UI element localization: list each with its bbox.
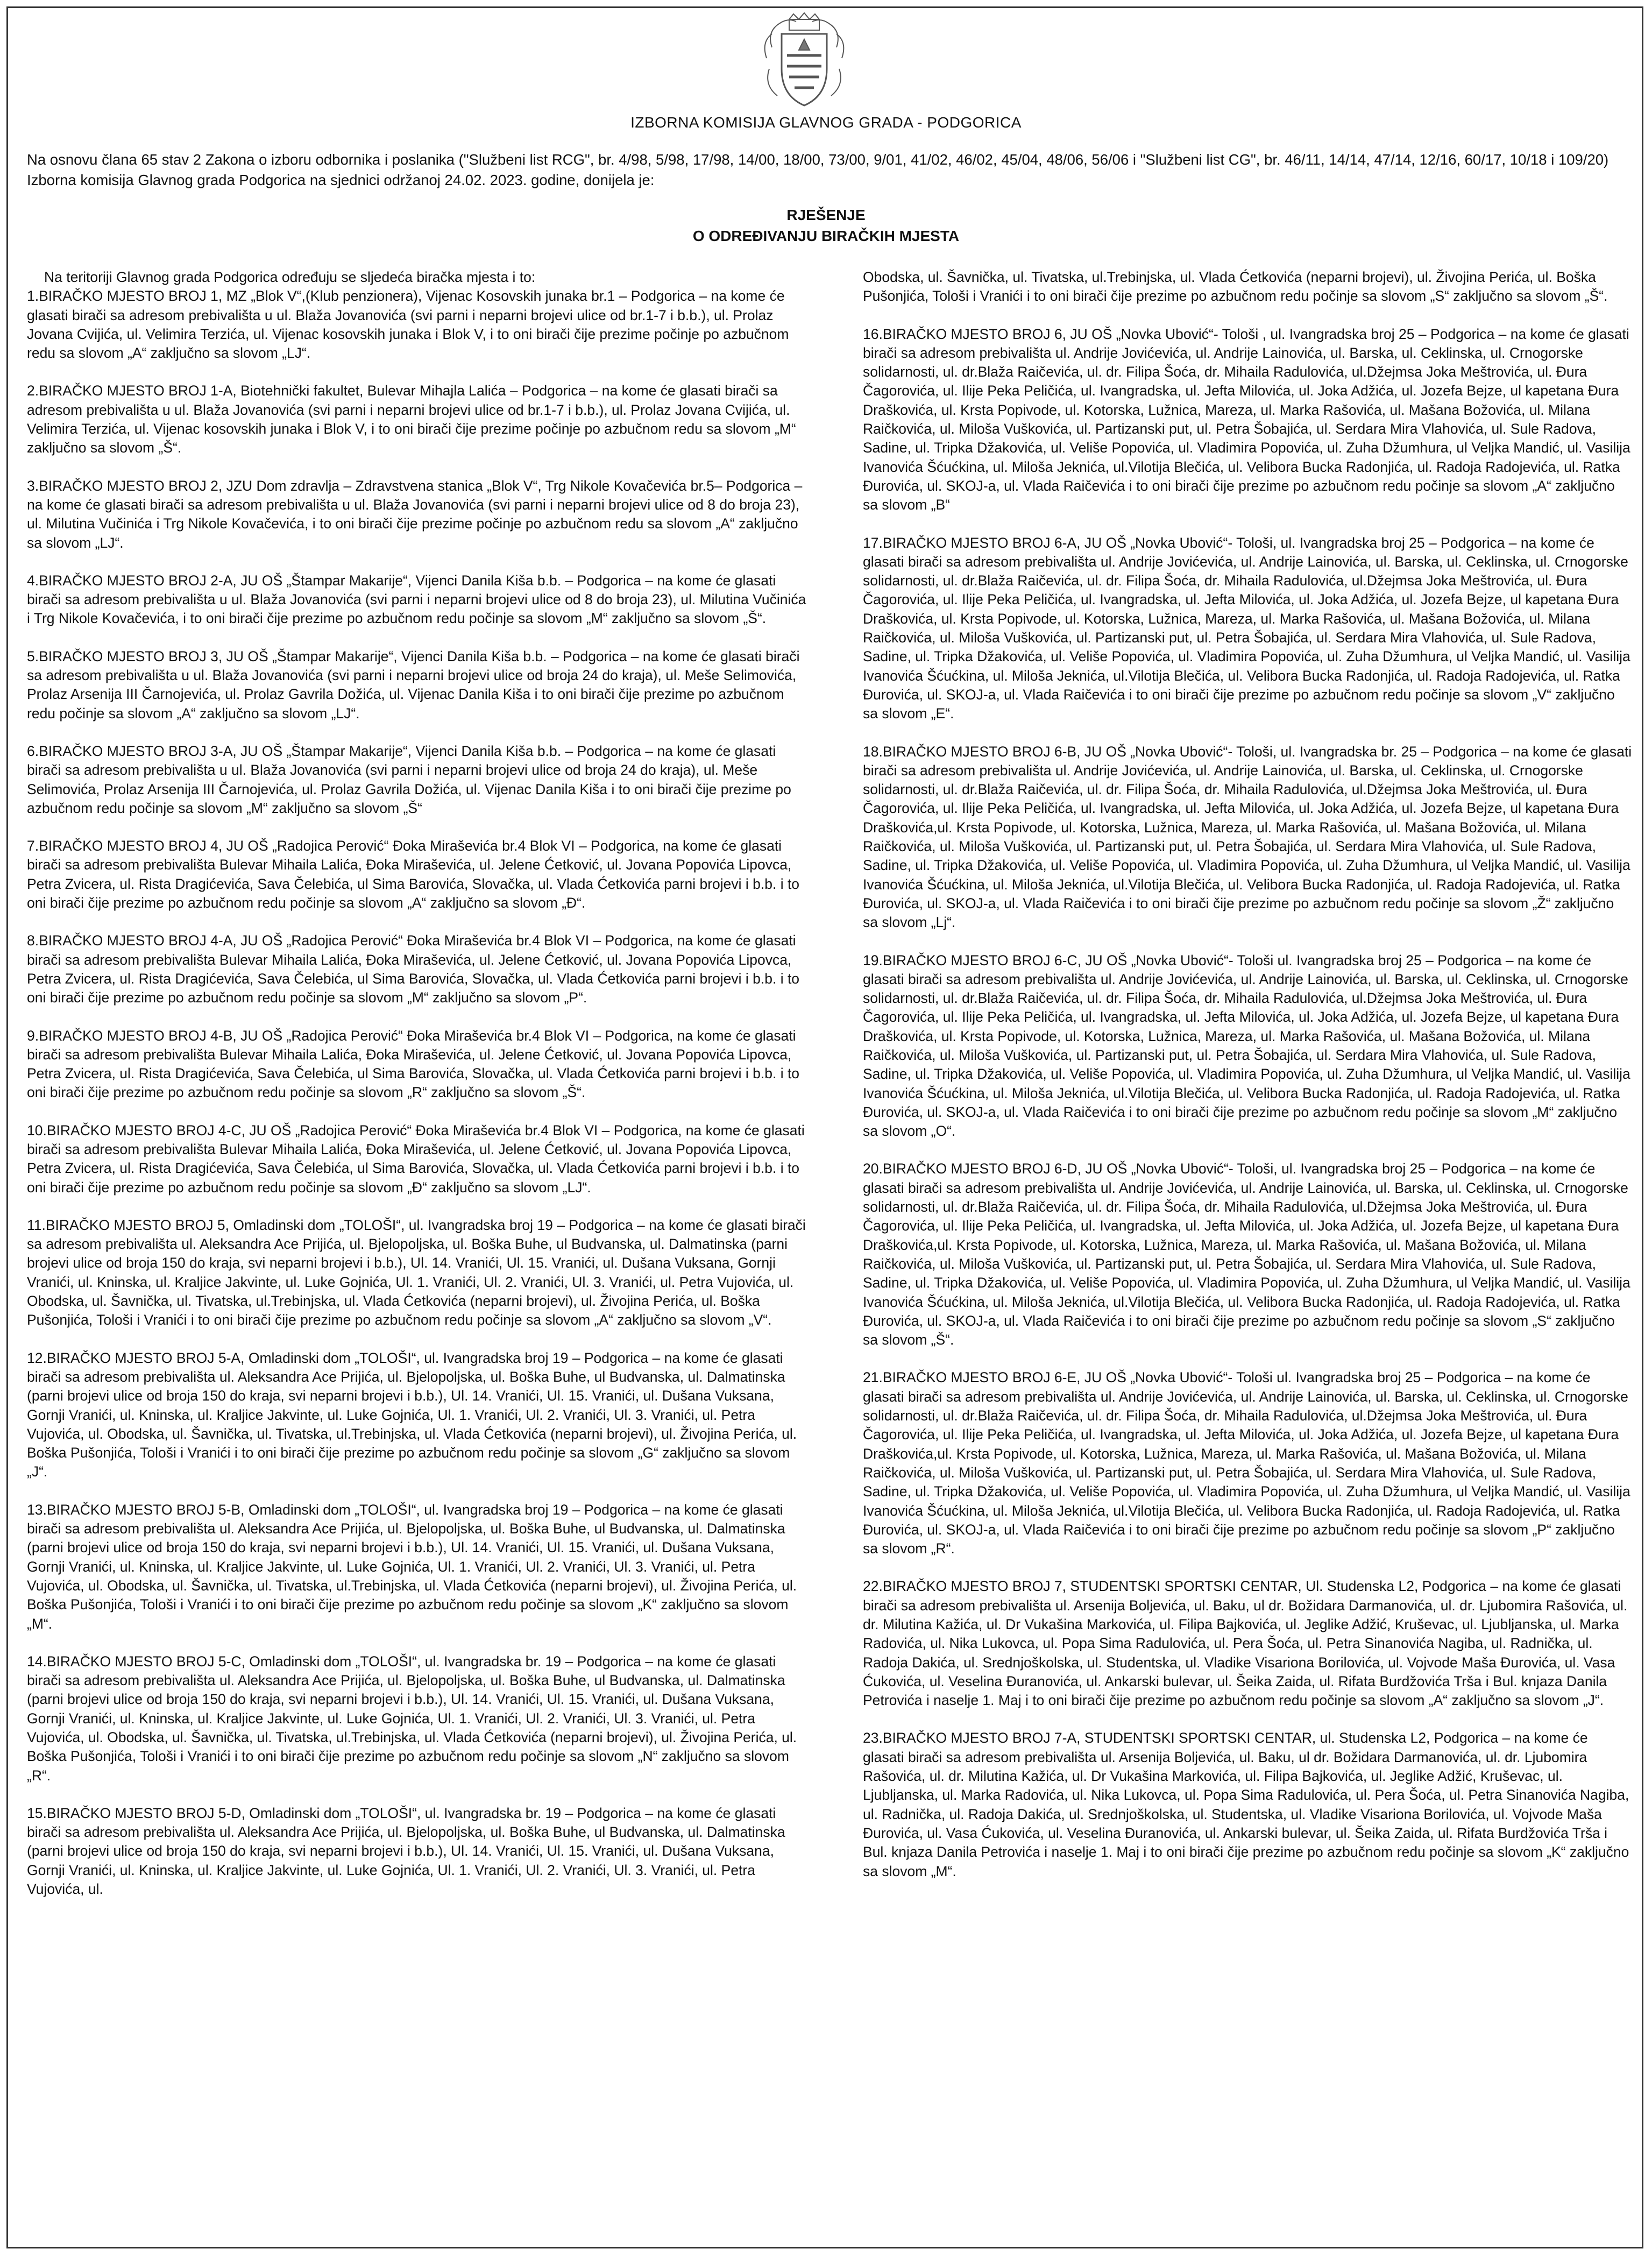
polling-station-entry: 14.BIRAČKO MJESTO BROJ 5-C, Omladinski dom „TOLOŠI“, ul. Ivangradska br. 19 – Podgorica – na kome će glasati birači sa adresom prebivališta ul. Aleksandra Ace Prijića, ul. Bjelopoljska, ul. Boška Buhe, ul Budvanska, ul. Dalmatinska (parni brojevi ulice od broja 150 do kraja, svi neparni brojevi i b.b.), Ul. 14. Vranići, Ul. 15. Vranići, ul. Dušana Vuksana, Gornji Vranići, ul. Kninska, ul. Kraljice Jakvinte, ul. Luke Gojnića, Ul. 1. Vranići, Ul. 2. Vranići, Ul. 3. Vranići, ul. Petra Vujovića, ul. Obodska, ul. Šavnička, ul. Tivatska, ul.Trebinjska, ul. Vlada Ćetkovića (neparni brojevi), ul. Živojina Perića, ul. Boška Pušonjića, Tološi i Vranići i to oni birači čije prezime po azbučnom redu počinje sa slovom „N“ zaključno sa slovom „R“. <box>27 1653 797 1784</box>
polling-station-entry: 11.BIRAČKO MJESTO BROJ 5, Omladinski dom „TOLOŠI“, ul. Ivangradska broj 19 – Podgorica – na kome će glasati birači sa adresom prebivališta ul. Aleksandra Ace Prijića, ul. Bjelopoljska, ul. Boška Buhe, ul Budvanska, ul. Dalmatinska (parni brojevi ulice od broja 150 do kraja, svi neparni brojevi i b.b.), Ul. 14. Vranići, Ul. 15. Vranići, ul. Dušana Vuksana, Gornji Vranići, ul. Kninska, ul. Kraljice Jakvinte, ul. Luke Gojnića, Ul. 1. Vranići, Ul. 2. Vranići, Ul. 3. Vranići, ul. Petra Vujovića, ul. Obodska, ul. Šavnička, ul. Tivatska, ul.Trebinjska, ul. Vlada Ćetkovića (neparni brojevi), ul. Živojina Perića, ul. Boška Pušonjića, Tološi i Vranići i to oni birači čije prezime po azbučnom redu počinje sa slovom „A“ zaključno sa slovom „V“. <box>27 1217 806 1328</box>
polling-station-entry: 4.BIRAČKO MJESTO BROJ 2-A, JU OŠ „Štampar Makarije“, Vijenci Danila Kiša b.b. – Podgorica – na kome će glasati birači sa adresom prebivališta u ul. Blaža Jovanovića (svi parni i neparni brojevi ulice od 8 do broja 23), ul. Milutina Vučinića i Trg Nikole Kovačevića, i to oni birači čije prezime po azbučnom redu počinje sa slovom „M“ zaključno sa slovom „Š“. <box>27 572 806 627</box>
intro-paragraph: Na teritoriji Glavnog grada Podgorica određuju se sljedeća biračka mjesta i to: <box>44 269 536 285</box>
continuation-paragraph: Obodska, ul. Šavnička, ul. Tivatska, ul.Trebinjska, ul. Vlada Ćetkovića (neparni brojevi), ul. Živojina Perića, ul. Boška Pušonjića, Tološi i Vranići i to oni birači čije prezime po azbučnom redu počinje sa slovom „S“ zaključno sa slovom „Š“. <box>863 269 1608 305</box>
polling-station-entry: 8.BIRAČKO MJESTO BROJ 4-A, JU OŠ „Radojica Perović“ Đoka Miraševića br.4 Blok VI – Podgorica, na kome će glasati birači sa adresom prebivališta Bulevar Mihaila Lalića, Đoka Miraševića, ul. Jelene Ćetković, ul. Jovana Popovića Lipovca, Petra Zvicera, ul. Rista Dragićevića, Sava Čelebića, ul Sima Barovića, Slovačka, ul. Vlada Ćetkovića parni brojevi i b.b. i to oni birači čije prezime po azbučnom redu počinje sa slovom „M“ zaključno sa slovom „P“. <box>27 932 800 1006</box>
polling-station-entry: 17.BIRAČKO MJESTO BROJ 6-A, JU OŠ „Novka Ubović“- Tološi, ul. Ivangradska broj 25 – Podgorica – na kome će glasati birači sa adresom prebivališta ul. Andrije Jovićevića, ul. Andrije Lainovića, ul. Barska, ul. Ceklinska, ul. Crnogorske solidarnosti, ul. dr.Blaža Raičevića, ul. dr. Filipa Šoća, dr. Mihaila Radulovića, ul.Džejmsa Joka Meštrovića, ul. Đura Čagorovića, ul. Ilije Peka Peličića, ul. Ivangradska, ul. Jefta Milovića, ul. Joka Adžića, ul. Jozefa Bejze, ul kapetana Đura Draškovića, ul. Krsta Popivode, ul. Kotorska, Lužnica, Mareza, ul. Marka Rašovića, ul. Mašana Božovića, ul. Milana Raičkovića, ul. Miloša Vuškovića, ul. Partizanski put, ul. Petra Šobajića, ul. Serdara Mira Vlahovića, ul. Sule Radova, Sadine, ul. Tripka Džakovića, ul. Veliše Popovića, ul. Vladimira Popovića, ul. Zuha Džumhura, ul Veljka Mandić, ul. Vasilija Ivanovića Šćućkina, ul. Miloša Jeknića, ul.Vilotija Blečića, ul. Velibora Bucka Radonjića, ul. Radoja Radojevića, ul. Ratka Đurovića, ul. SKOJ-a, ul. Vlada Raičevića i to oni birači čije prezime po azbučnom redu počinje sa slovom „V“ zaključno sa slovom „E“. <box>863 534 1630 722</box>
polling-station-entry: 19.BIRAČKO MJESTO BROJ 6-C, JU OŠ „Novka Ubović“- Tološi ul. Ivangradska broj 25 – Podgorica – na kome će glasati birači sa adresom prebivališta ul. Andrije Jovićevića, ul. Andrije Lainovića, ul. Barska, ul. Ceklinska, ul. Crnogorske solidarnosti, ul. dr.Blaža Raičevića, ul. dr. Filipa Šoća, dr. Mihaila Radulovića, ul.Džejmsa Joka Meštrovića, ul. Đura Čagorovića, ul. Ilije Peka Peličića, ul. Ivangradska, ul. Jefta Milovića, ul. Joka Adžića, ul. Jozefa Bejze, ul kapetana Đura Draškovića, ul. Krsta Popivode, ul. Kotorska, Lužnica, Mareza, ul. Marka Rašovića, ul. Mašana Božovića, ul. Milana Raičkovića, ul. Miloša Vuškovića, ul. Partizanski put, ul. Petra Šobajića, ul. Serdara Mira Vlahovića, ul. Sule Radova, Sadine, ul. Tripka Džakovića, ul. Veliše Popovića, ul. Vladimira Popovića, ul. Zuha Džumhura, ul Veljka Mandić, ul. Vasilija Ivanovića Šćućkina, ul. Miloša Jeknića, ul.Vilotija Blečića, ul. Velibora Bucka Radonjića, ul. Radoja Radojevića, ul. Ratka Đurovića, ul. SKOJ-a, ul. Vlada Raičevića i to oni birači čije prezime po azbučnom redu počinje sa slovom „M“ zaključno sa slovom „O“. <box>863 952 1630 1140</box>
polling-station-entry: 13.BIRAČKO MJESTO BROJ 5-B, Omladinski dom „TOLOŠI“, ul. Ivangradska broj 19 – Podgorica – na kome će glasati birači sa adresom prebivališta ul. Aleksandra Ace Prijića, ul. Bjelopoljska, ul. Boška Buhe, ul Budvanska, ul. Dalmatinska (parni brojevi ulice od broja 150 do kraja, svi neparni brojevi i b.b.), Ul. 14. Vranići, Ul. 15. Vranići, ul. Dušana Vuksana, Gornji Vranići, ul. Kninska, ul. Kraljice Jakvinte, ul. Luke Gojnića, Ul. 1. Vranići, Ul. 2. Vranići, Ul. 3. Vranići, ul. Petra Vujovića, ul. Obodska, ul. Šavnička, ul. Tivatska, ul.Trebinjska, ul. Vlada Ćetkovića (neparni brojevi), ul. Živojina Perića, ul. Boška Pušonjića, Tološi i Vranići i to oni birači čije prezime po azbučnom redu počinje sa slovom „K“ zaključno sa slovom „M“. <box>27 1501 797 1632</box>
polling-station-entry: 6.BIRAČKO MJESTO BROJ 3-A, JU OŠ „Štampar Makarije“, Vijenci Danila Kiša b.b. – Podgorica – na kome će glasati birači sa adresom prebivališta u ul. Blaža Jovanovića (svi parni i neparni brojevi ulice od broja 24 do kraja), ul. Meše Selimovića, Prolaz Arsenija III Čarnojevića, ul. Prolaz Gavrila Dožića, ul. Vijenac Danila Kiša i to oni birači čije prezime po azbučnom redu počinje sa slovom „M“ zaključno sa slovom „Š“ <box>27 742 791 816</box>
right-column <box>863 268 1632 1900</box>
polling-station-entry: 15.BIRAČKO MJESTO BROJ 5-D, Omladinski dom „TOLOŠI“, ul. Ivangradska br. 19 – Podgorica – na kome će glasati birači sa adresom prebivališta ul. Aleksandra Ace Prijića, ul. Bjelopoljska, ul. Boška Buhe, ul Budvanska, ul. Dalmatinska (parni brojevi ulice od broja 150 do kraja, svi neparni brojevi i b.b.), Ul. 14. Vranići, Ul. 15. Vranići, ul. Dušana Vuksana, Gornji Vranići, ul. Kninska, ul. Kraljice Jakvinte, ul. Luke Gojnića, Ul. 1. Vranići, Ul. 2. Vranići, Ul. 3. Vranići, ul. Petra Vujovića, ul. <box>27 1805 785 1898</box>
polling-station-entry: 10.BIRAČKO MJESTO BROJ 4-C, JU OŠ „Radojica Perović“ Đoka Miraševića br.4 Blok VI – Podgorica, na kome će glasati birači sa adresom prebivališta Bulevar Mihaila Lalića, Đoka Miraševića, ul. Jelene Ćetković, ul. Jovana Popovića Lipovca, Petra Zvicera, ul. Rista Dragićevića, Sava Čelebića, ul Sima Barovića, Slovačka, ul. Vlada Ćetkovića parni brojevi i b.b. i to oni birači čije prezime po azbučnom redu počinje sa slovom „Đ“ zaključno sa slovom „LJ“. <box>27 1122 805 1196</box>
polling-station-entry: 16.BIRAČKO MJESTO BROJ 6, JU OŠ „Novka Ubović“- Tološi , ul. Ivangradska broj 25 – Podgorica – na kome će glasati birači sa adresom prebivališta ul. Andrije Jovićevića, ul. Andrije Lainovića, ul. Barska, ul. Ceklinska, ul. Crnogorske solidarnosti, ul. dr.Blaža Raičevića, ul. dr. Filipa Šoća, dr. Mihaila Radulovića, ul.Džejmsa Joka Meštrovića, ul. Đura Čagorovića, ul. Ilije Peka Peličića, ul. Ivangradska, ul. Jefta Milovića, ul. Joka Adžića, ul. Jozefa Bejze, ul kapetana Đura Draškovića, ul. Krsta Popivode, ul. Kotorska, Lužnica, Mareza, ul. Marka Rašovića, ul. Mašana Božovića, ul. Milana Raičkovića, ul. Miloša Vuškovića, ul. Partizanski put, ul. Petra Šobajića, ul. Serdara Mira Vlahovića, ul. Sule Radova, Sadine, ul. Tripka Džakovića, ul. Veliše Popovića, ul. Vladimira Popovića, ul. Zuha Džumhura, ul Veljka Mandić, ul. Vasilija Ivanovića Šćućkina, ul. Miloša Jeknića, ul.Vilotija Blečića, ul. Velibora Bucka Radonjića, ul. Radoja Radojevića, ul. Ratka Đurovića, ul. SKOJ-a, ul. Vlada Raičevića i to oni birači čije prezime po azbučnom redu počinje sa slovom „A“ zaključno sa slovom „B“ <box>863 326 1630 513</box>
coat-of-arms-icon <box>756 10 853 112</box>
preamble-text: Na osnovu člana 65 stav 2 Zakona o izboru odbornika i poslanika ("Službeni list RCG", br. 4/98, 5/98, 17/98, 14/00, 18/00, 73/00, 9/01, 41/02, 46/02, 45/04, 48/06, 56/06 i "Službeni list CG", br. 46/11, 14/14, 47/14, 12/16, 60/17, 10/18 i 109/20) Izborna komisija Glavnog grada Podgorica na sjednici održanoj 24.02. 2023. godine, donijela je: <box>27 151 1609 188</box>
polling-station-entry: 9.BIRAČKO MJESTO BROJ 4-B, JU OŠ „Radojica Perović“ Đoka Miraševića br.4 Blok VI – Podgorica, na kome će glasati birači sa adresom prebivališta Bulevar Mihaila Lalića, Đoka Miraševića, ul. Jelene Ćetković, ul. Jovana Popovića Lipovca, Petra Zvicera, ul. Rista Dragićevića, Sava Čelebića, ul Sima Barovića, Slovačka, ul. Vlada Ćetkovića parni brojevi i b.b. i to oni birači čije prezime po azbučnom redu počinje sa slovom „R“ zaključno sa slovom „Š“. <box>27 1027 800 1101</box>
polling-station-entry: 22.BIRAČKO MJESTO BROJ 7, STUDENTSKI SPORTSKI CENTAR, Ul. Studenska L2, Podgorica – na kome će glasati birači sa adresom prebivališta ul. Arsenija Boljevića, ul. Baku, ul dr. Božidara Darmanovića, ul. dr. Ljubomira Rašovića, ul. dr. Milutina Kažića, ul. Dr Vukašina Markovića, ul. Filipa Bajkovića, ul. Jeglike Adžić, Kruševac, ul. Ljubljanska, ul. Marka Radovića, ul. Nika Lukovca, ul. Popa Sima Radulovića, ul. Pera Šoća, ul. Petra Sinanovića Nagiba, ul. Radnička, ul. Radoja Dakića, ul. Srednjoškolska, ul. Studentska, ul. Vladike Visariona Borilovića, ul. Vojvode Maša Đurovića, ul. Vasa Ćukovića, ul. Veselina Đuranovića, ul. Ankarski bulevar, ul. Šeika Zaida, ul. Rifata Burdžovića Trša i Bul. knjaza Danila Petrovića i naselje 1. Maj i to oni birači čije prezime po azbučnom redu počinje sa slovom „A“ zaključno sa slovom „J“. <box>863 1578 1628 1709</box>
title-line-1: RJEŠENJE <box>786 207 866 223</box>
polling-station-entry: 2.BIRAČKO MJESTO BROJ 1-A, Biotehnički fakultet, Bulevar Mihajla Lalića – Podgorica – na kome će glasati birači sa adresom prebivališta u ul. Blaža Jovanovića (svi parni i neparni brojevi ulice od br.1-7 i b.b.), ul. Prolaz Jovana Cvijića, ul. Velimira Terzića, ul. Vijenac kosovskih junaka i Blok V, i to oni birači čije prezime počinje po azbučnom redu sa slovom „M“ zaključno sa slovom „Š“. <box>27 383 796 456</box>
left-column <box>27 268 810 1918</box>
polling-station-entry: 1.BIRAČKO MJESTO BROJ 1, MZ „Blok V“,(Klub penzionera), Vijenac Kosovskih junaka br.1 – Podgorica – na kome će glasati birači sa adresom prebivališta u ul. Blaža Jovanovića (svi parni i neparni brojevi ulice od br.1-7 i b.b.), ul. Prolaz Jovana Cvijića, ul. Velimira Terzića, ul. Vijenac kosovskih junaka i Blok V, i to oni birači čije prezime počinje po azbučnom redu sa slovom „A“ zaključno sa slovom „LJ“. <box>27 288 789 362</box>
polling-station-entry: 7.BIRAČKO MJESTO BROJ 4, JU OŠ „Radojica Perović“ Đoka Miraševića br.4 Blok VI – Podgorica, na kome će glasati birači sa adresom prebivališta Bulevar Mihaila Lalića, Đoka Miraševića, ul. Jelene Ćetković, ul. Jovana Popovića Lipovca, Petra Zvicera, ul. Rista Dragićevića, Sava Čelebića, ul Sima Barovića, Slovačka, ul. Vlada Ćetkovića parni brojevi i b.b. i to oni birači čije prezime po azbučnom redu počinje sa slovom „A“ zaključno sa slovom „Đ“. <box>27 838 800 911</box>
polling-station-entry: 18.BIRAČKO MJESTO BROJ 6-B, JU OŠ „Novka Ubović“- Tološi, ul. Ivangradska br. 25 – Podgorica – na kome će glasati birači sa adresom prebivališta ul. Andrije Jovićevića, ul. Andrije Lainovića, ul. Barska, ul. Ceklinska, ul. Crnogorske solidarnosti, ul. dr.Blaža Raičevića, ul. dr. Filipa Šoća, dr. Mihaila Radulovića, ul.Džejmsa Joka Meštrovića, ul. Đura Čagorovića, ul. Ilije Peka Peličića, ul. Ivangradska, ul. Jefta Milovića, ul. Joka Adžića, ul. Jozefa Bejze, ul kapetana Đura Draškovića,ul. Krsta Popivode, ul. Kotorska, Lužnica, Mareza, ul. Marka Rašovića, ul. Mašana Božovića, ul. Milana Raičkovića, ul. Miloša Vuškovića, ul. Partizanski put, ul. Petra Šobajića, ul. Serdara Mira Vlahovića, ul. Sule Radova, Sadine, ul. Tripka Džakovića, ul. Veliše Popovića, ul. Vladimira Popovića, ul. Zuha Džumhura, ul Veljka Mandić, ul. Vasilija Ivanovića Šćućkina, ul. Miloša Jeknića, ul.Vilotija Blečića, ul. Velibora Bucka Radonjića, ul. Radoja Radojevića, ul. Ratka Đurovića, ul. SKOJ-a, ul. Vlada Raičevića i to oni birači čije prezime po azbučnom redu počinje sa slovom „Ž“ zaključno sa slovom „Lj“. <box>863 743 1632 931</box>
title-line-2: O ODREĐIVANJU BIRAČKIH MJESTA <box>692 228 960 244</box>
organization-name: IZBORNA KOMISIJA GLAVNOG GRADA - PODGORICA <box>630 114 1022 131</box>
polling-station-entry: 21.BIRAČKO MJESTO BROJ 6-E, JU OŠ „Novka Ubović“- Tološi ul. Ivangradska broj 25 – Podgorica – na kome će glasati birači sa adresom prebivališta ul. Andrije Jovićevića, ul. Andrije Lainovića, ul. Barska, ul. Ceklinska, ul. Crnogorske solidarnosti, ul. dr.Blaža Raičevića, ul. dr. Filipa Šoća, dr. Mihaila Radulovića, ul.Džejmsa Joka Meštrovića, ul. Đura Čagorovića, ul. Ilije Peka Peličića, ul. Ivangradska, ul. Jefta Milovića, ul. Joka Adžića, ul. Jozefa Bejze, ul kapetana Đura Draškovića,ul. Krsta Popivode, ul. Kotorska, Lužnica, Mareza, ul. Marka Rašovića, ul. Mašana Božovića, ul. Milana Raičkovića, ul. Miloša Vuškovića, ul. Partizanski put, ul. Petra Šobajića, ul. Serdara Mira Vlahovića, ul. Sule Radova, Sadine, ul. Tripka Džakovića, ul. Veliše Popovića, ul. Vladimira Popovića, ul. Zuha Džumhura, ul Veljka Mandić, ul. Vasilija Ivanovića Šćućkina, ul. Miloša Jeknića, ul.Vilotija Blečića, ul. Velibora Bucka Radonjića, ul. Radoja Radojevića, ul. Ratka Đurovića, ul. SKOJ-a, ul. Vlada Raičevića i to oni birači čije prezime po azbučnom redu počinje sa slovom „P“ zaključno sa slovom „R“. <box>863 1369 1630 1557</box>
polling-station-entry: 23.BIRAČKO MJESTO BROJ 7-A, STUDENTSKI SPORTSKI CENTAR, ul. Studenska L2, Podgorica – na kome će glasati birači sa adresom prebivališta ul. Arsenija Boljevića, ul. Baku, ul dr. Božidara Darmanovića, ul. dr. Ljubomira Rašovića, ul. dr. Milutina Kažića, ul. Dr Vukašina Markovića, ul. Filipa Bajkovića, ul. Jeglike Adžić, Kruševac, ul. Ljubljanska, ul. Marka Radovića, ul. Nika Lukovca, ul. Popa Sima Radulovića, ul. Pera Šoća, ul. Petra Sinanovića Nagiba, ul. Radnička, ul. Radoja Dakića, ul. Srednjoškolska, ul. Studentska, ul. Vladike Visariona Borilovića, ul. Vojvode Maša Đurovića, ul. Vasa Ćukovića, ul. Veselina Đuranovića, ul. Ankarski bulevar, ul. Šeika Zaida, ul. Rifata Burdžovića Trša i Bul. knjaza Danila Petrovića i naselje 1. Maj i to oni birači čije prezime po azbučnom redu počinje sa slovom „K“ zaključno sa slovom „M“. <box>863 1730 1629 1879</box>
polling-station-entry: 20.BIRAČKO MJESTO BROJ 6-D, JU OŠ „Novka Ubović“- Tološi, ul. Ivangradska broj 25 – Podgorica – na kome će glasati birači sa adresom prebivališta ul. Andrije Jovićevića, ul. Andrije Lainovića, ul. Barska, ul. Ceklinska, ul. Crnogorske solidarnosti, ul. dr.Blaža Raičevića, ul. dr. Filipa Šoća, dr. Mihaila Radulovića, ul.Džejmsa Joka Meštrovića, ul. Đura Čagorovića, ul. Ilije Peka Peličića, ul. Ivangradska, ul. Jefta Milovića, ul. Joka Adžića, ul. Jozefa Bejze, ul kapetana Đura Draškovića,ul. Krsta Popivode, ul. Kotorska, Lužnica, Mareza, ul. Marka Rašovića, ul. Mašana Božovića, ul. Milana Raičkovića, ul. Miloša Vuškovića, ul. Partizanski put, ul. Petra Šobajića, ul. Serdara Mira Vlahovića, ul. Sule Radova, Sadine, ul. Tripka Džakovića, ul. Veliše Popovića, ul. Vladimira Popovića, ul. Zuha Džumhura, ul Veljka Mandić, ul. Vasilija Ivanovića Šćućkina, ul. Miloša Jeknića, ul.Vilotija Blečića, ul. Velibora Bucka Radonjića, ul. Radoja Radojevića, ul. Ratka Đurovića, ul. SKOJ-a, ul. Vlada Raičevića i to oni birači čije prezime po azbučnom redu počinje sa slovom „S“ zaključno sa slovom „Š“. <box>863 1161 1630 1348</box>
polling-station-entry: 5.BIRAČKO MJESTO BROJ 3, JU OŠ „Štampar Makarije“, Vijenci Danila Kiša b.b. – Podgorica – na kome će glasati birači sa adresom prebivališta u ul. Blaža Jovanovića (svi parni i neparni brojevi ulice od broja 24 do kraja), ul. Meše Selimovića, Prolaz Arsenija III Čarnojevića, ul. Prolaz Gavrila Dožića, ul. Vijenac Danila Kiša i to oni birači čije prezime po azbučnom redu počinje sa slovom „A“ zaključno sa slovom „LJ“. <box>27 648 800 722</box>
polling-station-entry: 3.BIRAČKO MJESTO BROJ 2, JZU Dom zdravlja – Zdravstvena stanica „Blok V“, Trg Nikole Kovačevića br.5– Podgorica – na kome će glasati birači sa adresom prebivališta u ul. Blaža Jovanovića (svi parni i neparni brojevi ulice od 8 do broja 23), ul. Milutina Vučinića i Trg Nikole Kovačevića, i to oni birači čije prezime počinje po azbučnom redu sa slovom „A“ zaključno sa slovom „LJ“. <box>27 477 803 551</box>
document-title <box>0 204 1652 246</box>
polling-station-entry: 12.BIRAČKO MJESTO BROJ 5-A, Omladinski dom „TOLOŠI“, ul. Ivangradska broj 19 – Podgorica – na kome će glasati birači sa adresom prebivališta ul. Aleksandra Ace Prijića, ul. Bjelopoljska, ul. Boška Buhe, ul Budvanska, ul. Dalmatinska (parni brojevi ulice od broja 150 do kraja, svi neparni brojevi i b.b.), Ul. 14. Vranići, Ul. 15. Vranići, ul. Dušana Vuksana, Gornji Vranići, ul. Kninska, ul. Kraljice Jakvinte, ul. Luke Gojnića, Ul. 1. Vranići, Ul. 2. Vranići, Ul. 3. Vranići, ul. Petra Vujovića, ul. Obodska, ul. Šavnička, ul. Tivatska, ul.Trebinjska, ul. Vlada Ćetkovića (neparni brojevi), ul. Živojina Perića, ul. Boška Pušonjića, Tološi i Vranići i to oni birači čije prezime po azbučnom redu počinje sa slovom „G“ zaključno sa slovom „J“. <box>27 1349 797 1480</box>
